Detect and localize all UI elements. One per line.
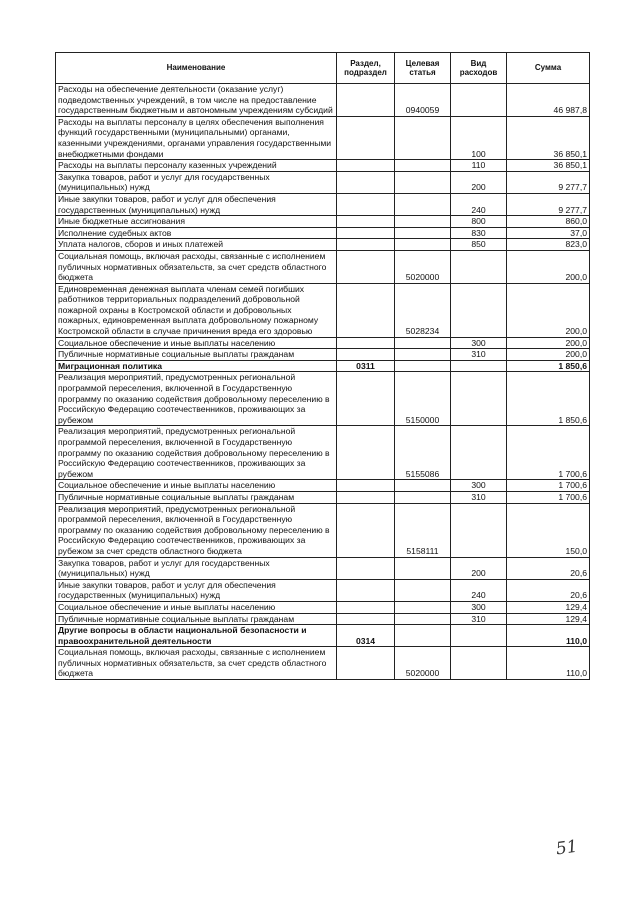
cell-name: Иные закупки товаров, работ и услуг для обеспечения государственных (муниципальных) нужд [56,579,337,601]
cell-kind [451,250,507,283]
cell-target [395,116,451,159]
cell-sum: 1 850,6 [507,372,590,426]
cell-sum: 1 700,6 [507,480,590,492]
cell-target [395,337,451,349]
cell-section [337,84,395,117]
cell-sum: 9 277,7 [507,193,590,215]
cell-target [395,160,451,172]
cell-name: Уплата налогов, сборов и иных платежей [56,239,337,251]
table-row [56,601,590,613]
cell-target [395,579,451,601]
cell-name: Исполнение судебных актов [56,227,337,239]
cell-name: Социальное обеспечение и иные выплаты населению [56,601,337,613]
table-row [56,557,590,579]
cell-sum: 36 850,1 [507,116,590,159]
cell-kind: 310 [451,613,507,625]
table-row [56,613,590,625]
cell-section [337,601,395,613]
cell-sum: 150,0 [507,503,590,557]
cell-section [337,171,395,193]
cell-section [337,503,395,557]
table-row [56,193,590,215]
cell-section [337,557,395,579]
cell-sum: 200,0 [507,250,590,283]
cell-name: Единовременная денежная выплата членам семей погибших работников территориальных подразделений добровольной пожарной охраны в Костромской области и добровольных пожарных, единовременная выплата добровольному пожарному Костромской области в случае причинения вреда его здоровью [56,283,337,337]
table-row [56,250,590,283]
table-row [56,216,590,228]
cell-section: 0314 [337,625,395,647]
cell-sum: 37,0 [507,227,590,239]
table-row [56,372,590,426]
cell-sum: 1 850,6 [507,360,590,372]
table-row [56,360,590,372]
cell-section [337,647,395,680]
table-row [56,625,590,647]
cell-name: Публичные нормативные социальные выплаты гражданам [56,613,337,625]
cell-kind [451,647,507,680]
cell-target [395,491,451,503]
table-row [56,116,590,159]
table-row [56,160,590,172]
cell-target [395,216,451,228]
cell-kind: 240 [451,193,507,215]
cell-kind [451,625,507,647]
cell-section [337,193,395,215]
cell-section [337,283,395,337]
cell-target [395,601,451,613]
cell-target: 5158111 [395,503,451,557]
table-row [56,579,590,601]
cell-kind: 800 [451,216,507,228]
cell-target: 5155086 [395,426,451,480]
cell-sum: 823,0 [507,239,590,251]
cell-kind: 300 [451,601,507,613]
cell-name: Миграционная политика [56,360,337,372]
cell-section [337,613,395,625]
cell-target [395,557,451,579]
cell-name: Социальное обеспечение и иные выплаты населению [56,337,337,349]
cell-section [337,426,395,480]
cell-sum: 200,0 [507,349,590,361]
budget-table [55,52,590,680]
table-body [56,84,590,680]
cell-sum: 129,4 [507,613,590,625]
cell-sum: 200,0 [507,283,590,337]
cell-kind: 300 [451,480,507,492]
cell-sum: 36 850,1 [507,160,590,172]
cell-name: Реализация мероприятий, предусмотренных региональной программой переселения, включенной в Государственную программу по оказанию содействия добровольному переселению в Российскую Федерацию соотечественников, проживающих за рубежом за счет средств областного бюджета [56,503,337,557]
cell-kind [451,426,507,480]
cell-kind: 830 [451,227,507,239]
cell-section [337,227,395,239]
cell-target: 5020000 [395,250,451,283]
cell-name: Закупка товаров, работ и услуг для государственных (муниципальных) нужд [56,171,337,193]
cell-target [395,360,451,372]
cell-kind [451,283,507,337]
header-target: Целевая статья [395,53,451,84]
cell-section [337,480,395,492]
cell-name: Другие вопросы в области национальной безопасности и правоохранительной деятельности [56,625,337,647]
table-row [56,480,590,492]
cell-target [395,239,451,251]
header-kind: Вид расходов [451,53,507,84]
cell-sum: 20,6 [507,579,590,601]
header-name: Наименование [56,53,337,84]
table-row [56,84,590,117]
cell-kind [451,360,507,372]
cell-kind: 100 [451,116,507,159]
cell-name: Расходы на обеспечение деятельности (оказание услуг) подведомственных учреждений, в том числе на предоставление государственным бюджетным и автономным учреждениям субсидий [56,84,337,117]
cell-target: 0940059 [395,84,451,117]
cell-kind: 310 [451,349,507,361]
header-section: Раздел, подраздел [337,53,395,84]
table-row [56,349,590,361]
cell-kind: 310 [451,491,507,503]
cell-section [337,337,395,349]
cell-section [337,349,395,361]
cell-sum: 46 987,8 [507,84,590,117]
cell-sum: 129,4 [507,601,590,613]
cell-section [337,239,395,251]
table-row [56,227,590,239]
cell-target [395,625,451,647]
cell-name: Публичные нормативные социальные выплаты гражданам [56,491,337,503]
cell-sum: 200,0 [507,337,590,349]
cell-target: 5150000 [395,372,451,426]
cell-target: 5020000 [395,647,451,680]
table-header-row [56,53,590,84]
cell-section [337,116,395,159]
cell-name: Закупка товаров, работ и услуг для государственных (муниципальных) нужд [56,557,337,579]
cell-section [337,372,395,426]
cell-kind [451,84,507,117]
cell-section [337,491,395,503]
cell-name: Публичные нормативные социальные выплаты гражданам [56,349,337,361]
cell-sum: 110,0 [507,647,590,680]
cell-sum: 110,0 [507,625,590,647]
cell-kind: 110 [451,160,507,172]
cell-target [395,227,451,239]
cell-kind: 200 [451,557,507,579]
cell-section: 0311 [337,360,395,372]
cell-kind [451,503,507,557]
cell-section [337,250,395,283]
table-row [56,503,590,557]
cell-target: 5028234 [395,283,451,337]
cell-kind: 300 [451,337,507,349]
cell-target [395,349,451,361]
cell-sum: 1 700,6 [507,491,590,503]
cell-kind: 850 [451,239,507,251]
cell-name: Расходы на выплаты персоналу в целях обеспечения выполнения функций государственными (муниципальными) органами, казенными учреждениями, органами управления государственными внебюджетными фондами [56,116,337,159]
page-number: 51 [554,836,579,860]
cell-name: Реализация мероприятий, предусмотренных региональной программой переселения, включенной в Государственную программу по оказанию содействия добровольному переселению в Российскую Федерацию соотечественников, проживающих за рубежом [56,426,337,480]
cell-name: Иные бюджетные ассигнования [56,216,337,228]
cell-target [395,480,451,492]
cell-name: Социальное обеспечение и иные выплаты населению [56,480,337,492]
table-row [56,491,590,503]
cell-kind: 240 [451,579,507,601]
table-row [56,647,590,680]
cell-sum: 9 277,7 [507,171,590,193]
cell-section [337,579,395,601]
cell-target [395,193,451,215]
cell-name: Социальная помощь, включая расходы, связанные с исполнением публичных нормативных обязательств, за счет средств областного бюджета [56,647,337,680]
cell-sum: 1 700,6 [507,426,590,480]
table-row [56,426,590,480]
cell-section [337,160,395,172]
cell-kind [451,372,507,426]
cell-sum: 20,6 [507,557,590,579]
table-row [56,239,590,251]
cell-name: Социальная помощь, включая расходы, связанные с исполнением публичных нормативных обязательств, за счет средств областного бюджета [56,250,337,283]
table-row [56,283,590,337]
cell-target [395,613,451,625]
cell-name: Иные закупки товаров, работ и услуг для обеспечения государственных (муниципальных) нужд [56,193,337,215]
cell-name: Реализация мероприятий, предусмотренных региональной программой переселения, включенной в Государственную программу по оказанию содействия добровольному переселению в Российскую Федерацию соотечественников, проживающих за рубежом [56,372,337,426]
table-row [56,171,590,193]
cell-name: Расходы на выплаты персоналу казенных учреждений [56,160,337,172]
cell-target [395,171,451,193]
cell-kind: 200 [451,171,507,193]
table-row [56,337,590,349]
cell-section [337,216,395,228]
cell-sum: 860,0 [507,216,590,228]
header-sum: Сумма [507,53,590,84]
